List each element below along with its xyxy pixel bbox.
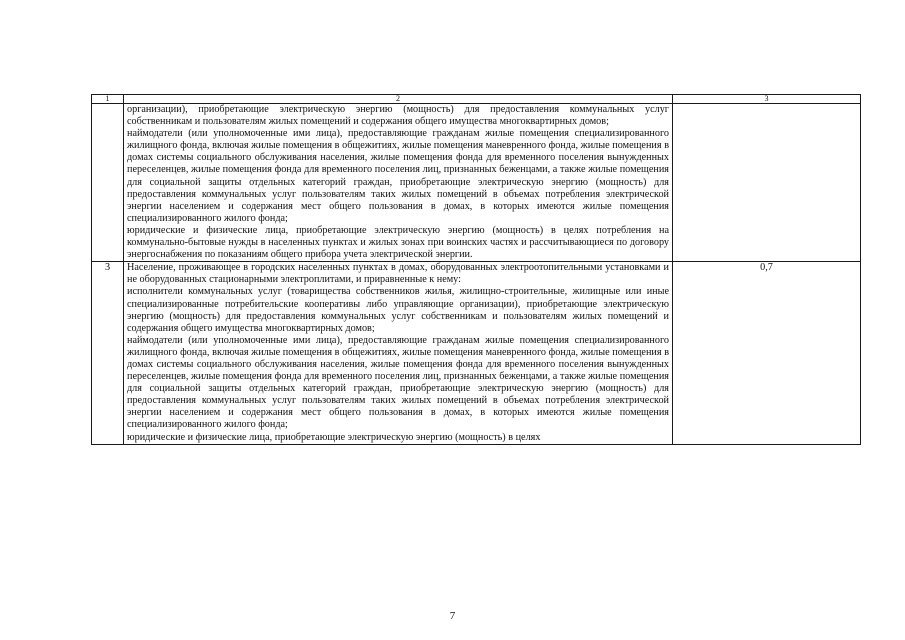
table-row — [92, 104, 861, 262]
paragraph: наймодатели (или уполномоченные ими лица), предоставляющие гражданам жилые помещения специализированного жилищного фонда, включая жилые помещения в общежитиях, жилые помещения маневренного фонда, жилые помещения в домах системы социального обслуживания населения, жилые помещения фонда для временного поселения вынужденных переселенцев, жилые помещения фонда для временного поселения лиц, признанных беженцами, а также жилые помещения для социальной защиты отдельных категорий граждан, приобретающие электрическую энергию (мощность) для предоставления коммунальных услуг пользователям таких жилых помещений в объемах потребления электрической энергии населением и содержания мест общего пользования в домах, в которых имеются жилые помещения специализированного жилого фонда; — [127, 128, 669, 224]
row-value — [673, 104, 861, 262]
tariff-table — [91, 94, 861, 445]
paragraph: организации), приобретающие электрическую энергию (мощность) для предоставления коммунальных услуг собственникам и пользователям жилых помещений и содержания общего имущества многоквартирных домов; — [127, 104, 669, 128]
paragraph: исполнители коммунальных услуг (товарищества собственников жилья, жилищно-строительные, жилищные или иные специализированные потребительские кооперативы либо управляющие организации), приобретающие электрическую энергию (мощность) для предоставления коммунальных услуг собственникам и пользователям жилых помещений и содержания общего имущества многоквартирных домов; — [127, 286, 669, 334]
row-number — [92, 104, 124, 262]
row-number: 3 — [92, 262, 124, 444]
row-description — [124, 262, 673, 444]
header-col-3: 3 — [673, 95, 861, 104]
header-col-1: 1 — [92, 95, 124, 104]
row-description — [124, 104, 673, 262]
paragraph: юридические и физические лица, приобретающие электрическую энергию (мощность) в целях — [127, 431, 541, 443]
row-value: 0,7 — [673, 262, 861, 444]
paragraph: юридические и физические лица, приобретающие электрическую энергию (мощность) в целях потребления на коммунально-бытовые нужды в населенных пунктах и жилых зонах при воинских частях и рассчитывающиеся по договору энергоснабжения по показаниям общего прибора учета электрической энергии. — [127, 224, 669, 261]
header-row — [92, 95, 861, 104]
paragraph: наймодатели (или уполномоченные ими лица), предоставляющие гражданам жилые помещения специализированного жилищного фонда, включая жилые помещения в общежитиях, жилые помещения маневренного фонда, жилые помещения в домах системы социального обслуживания населения, жилые помещения фонда для временного поселения вынужденных переселенцев, жилые помещения фонда для временного поселения лиц, признанных беженцами, а также жилые помещения для социальной защиты отдельных категорий граждан, приобретающие электрическую энергию (мощность) для предоставления коммунальных услуг пользователям таких жилых помещений в объемах потребления электрической энергии населением и содержания мест общего пользования в домах, в которых имеются жилые помещения специализированного жилого фонда; — [127, 334, 669, 431]
paragraph: Население, проживающее в городских населенных пунктах в домах, оборудованных электроотопительными установками и не оборудованных стационарными электроплитами, и приравненные к нему: — [127, 262, 669, 286]
page-number: 7 — [449, 610, 456, 622]
table-row — [92, 262, 861, 444]
header-col-2: 2 — [124, 95, 673, 104]
